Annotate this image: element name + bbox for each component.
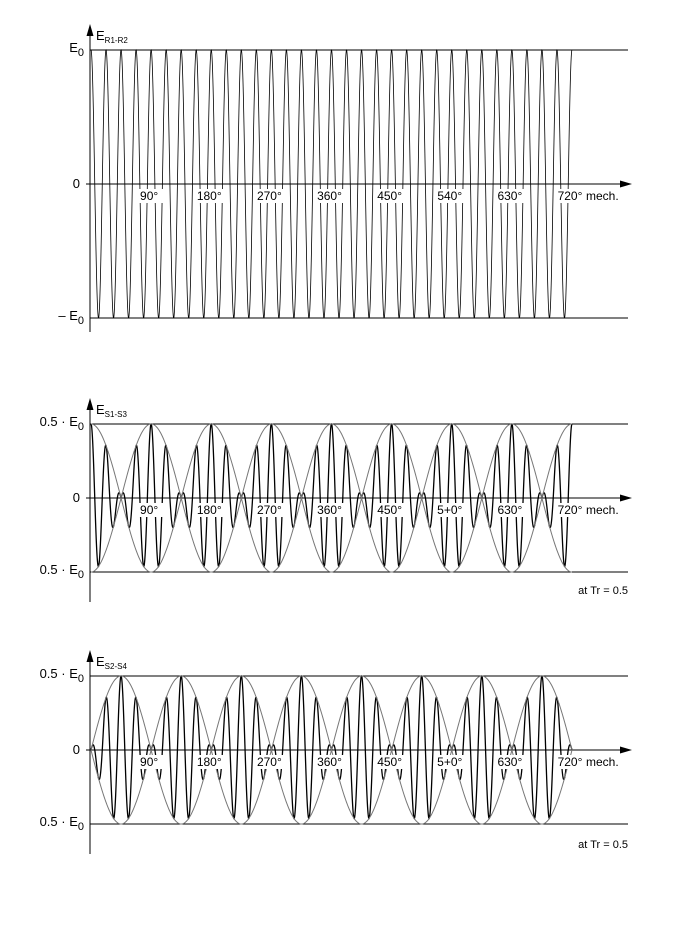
y-tick-label-zero: 0: [72, 176, 80, 191]
carrier-signal-line: [91, 424, 572, 566]
x-tick-label: 450°: [377, 755, 403, 769]
transformation-ratio-note: at Tr = 0.5: [578, 839, 628, 851]
x-tick-label: 360°: [317, 189, 342, 203]
x-tick-label: 270°: [256, 503, 282, 517]
x-tick-label: 270°: [256, 755, 282, 769]
x-tick-label: 270°: [256, 189, 282, 203]
x-axis-unit-label: mech.: [586, 755, 619, 769]
x-tick-label: 360°: [317, 503, 342, 517]
x-tick-label: 90°: [140, 189, 159, 203]
x-axis-arrow: [620, 181, 632, 188]
y-tick-label-zero: 0: [72, 742, 80, 757]
x-tick-label: 630°: [497, 503, 523, 517]
y-axis-arrow: [87, 24, 94, 36]
y-tick-label-top: $E_0$: [69, 40, 84, 59]
x-tick-label: 90°: [140, 755, 159, 769]
transformation-ratio-note: at Tr = 0.5: [578, 585, 628, 597]
carrier-signal-line: [91, 676, 572, 818]
x-tick-label: 5+0°: [437, 503, 463, 517]
y-axis-title: $E_{R1-R2}$: [96, 28, 128, 45]
x-tick-label: 90°: [140, 503, 159, 517]
x-tick-label: 630°: [497, 189, 523, 203]
y-tick-label-bottom: $0.5 \cdot E_0$: [39, 562, 84, 581]
x-tick-label: 180°: [196, 189, 222, 203]
y-axis-title: $E_{S2-S4}$: [96, 654, 127, 671]
y-axis-title: $E_{S1-S3}$: [96, 402, 127, 419]
x-tick-label: 180°: [196, 503, 222, 517]
y-tick-label-top: $0.5 \cdot E_0$: [39, 666, 84, 685]
x-tick-label: 450°: [377, 189, 403, 203]
y-tick-label-top: $0.5 \cdot E_0$: [39, 414, 84, 433]
x-tick-label: 540°: [437, 189, 463, 203]
chart-panel-2: [40, 398, 632, 602]
y-axis-arrow: [87, 398, 94, 410]
x-tick-label: 450°: [377, 503, 403, 517]
x-tick-label: 5+0°: [437, 755, 463, 769]
x-tick-label: 720°: [557, 189, 583, 203]
y-tick-label-bottom: – $E_0$: [58, 308, 84, 327]
chart-panel-1: [58, 24, 632, 332]
x-tick-label: 360°: [317, 755, 342, 769]
x-axis-arrow: [620, 495, 632, 502]
y-tick-label-zero: 0: [72, 490, 80, 505]
x-tick-label: 180°: [196, 755, 222, 769]
y-axis-arrow: [87, 650, 94, 662]
x-tick-label: 720°: [557, 503, 583, 517]
chart-panel-3: [40, 650, 632, 854]
x-tick-label: 720°: [557, 755, 583, 769]
x-axis-unit-label: mech.: [586, 503, 619, 517]
y-tick-label-bottom: $0.5 \cdot E_0$: [39, 814, 84, 833]
x-axis-unit-label: mech.: [586, 189, 619, 203]
x-axis-arrow: [620, 747, 632, 754]
x-tick-label: 630°: [497, 755, 523, 769]
